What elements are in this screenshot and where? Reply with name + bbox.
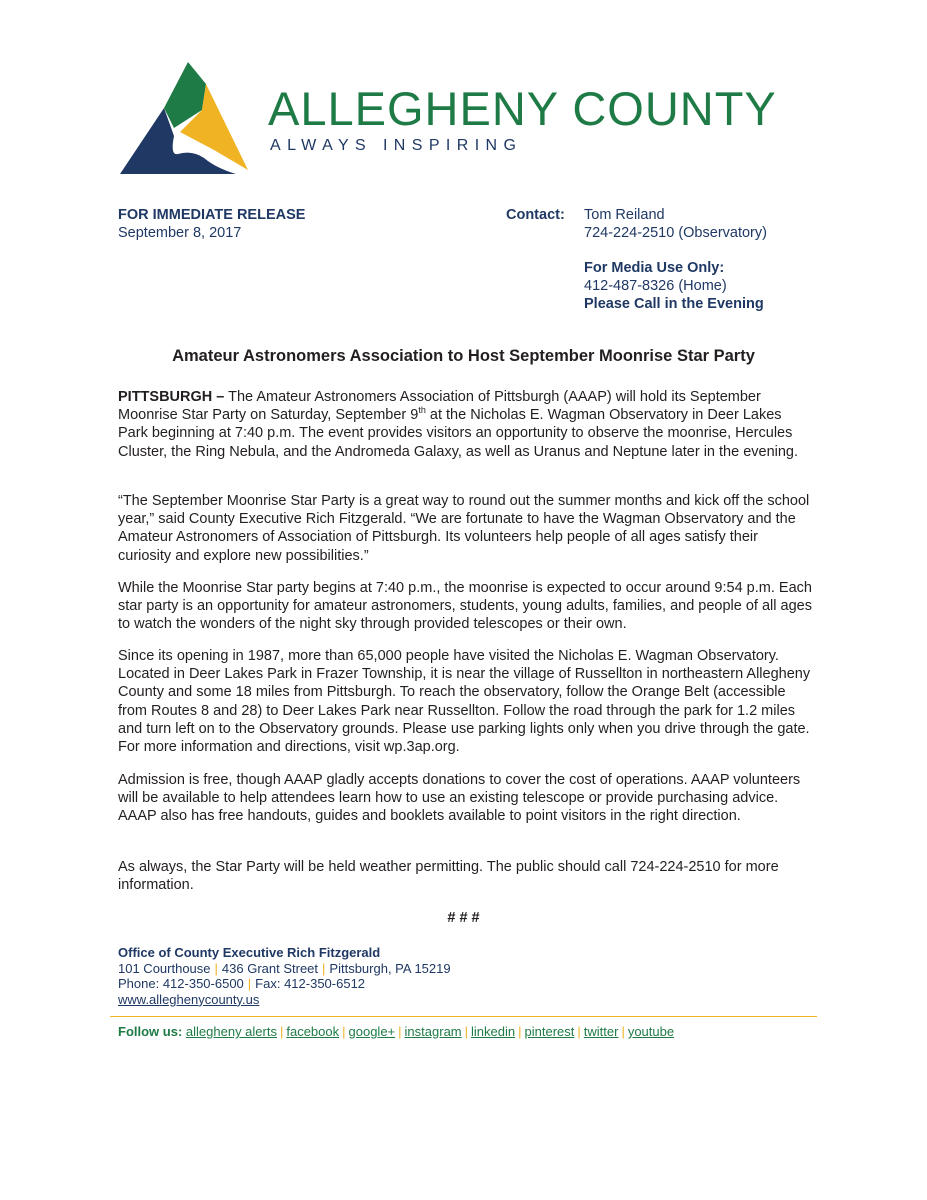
- website-link[interactable]: www.alleghenycounty.us: [118, 991, 260, 1007]
- paragraph-4-text: Since its opening in 1987, more than 65,000 people have visited the Nicholas E. Wagman Observatory. Located in Deer Lakes Park in Frazer Township, it is near the village of Russellton in northeastern Allegheny County and some 18 miles from Pittsburgh. To reach the observatory, follow the Orange Belt (accessible from Routes 8 and 28) to Deer Lakes Park near Russellton. Follow the road through the park for 1.2 miles and turn left on to the Observatory grounds. Please use parking lights only when you drive through the gate. For more information and directions, visit wp.3ap.org.: [118, 648, 811, 756]
- office-info: [118, 945, 451, 1007]
- end-separator: # # #: [447, 910, 480, 926]
- brand-name: ALLEGHENY COUNTY: [268, 82, 777, 135]
- paragraph-3-text: While the Moonrise Star party begins at 7:40 p.m., the moonrise is expected to occur around 9:54 p.m. Each star party is an opportunity for amateur astronomers, students, young adults, families, and people of all ages to watch the wonders of the night sky through provided telescopes or their own.: [118, 580, 812, 633]
- paragraph-1-text-b: at the Nicholas E. Wagman Observatory in Deer Lakes Park beginning at 7:40 p.m. The event provides visitors an opportunity to observe the moonrise, Hercules Cluster, the Ring Nebula, and the Andromeda Galaxy, as well as Uranus and Neptune later in the evening.: [118, 407, 799, 460]
- paragraph-6: [118, 858, 812, 894]
- social-links: [118, 1024, 674, 1040]
- paragraph-1-text-a: The Amateur Astronomers Association of Pittsburgh (AAAP) will hold its September Moonrise Star Party on Saturday, September 9: [118, 389, 761, 424]
- link-youtube[interactable]: youtube: [627, 1024, 675, 1039]
- divider: |: [322, 960, 326, 976]
- paragraph-1: [118, 388, 812, 461]
- divider: |: [518, 1024, 522, 1039]
- contact-name: Tom Reiland: [584, 207, 665, 223]
- paragraph-2: [118, 492, 812, 565]
- contact-label: Contact:: [506, 207, 565, 223]
- divider: |: [247, 976, 252, 992]
- contact-phone: 724-224-2510 (Observatory): [584, 225, 767, 241]
- office-title: Office of County Executive Rich Fitzgerald: [118, 945, 381, 960]
- link-twitter[interactable]: twitter: [583, 1024, 619, 1039]
- follow-label: Follow us:: [118, 1024, 183, 1039]
- contact-info: [584, 206, 767, 242]
- paragraph-5: [118, 771, 812, 826]
- divider: |: [279, 1024, 284, 1039]
- paragraph-5-text: Admission is free, though AAAP gladly accepts donations to cover the cost of operations. AAAP volunteers will be available to help attendees learn how to use an existing telescope or provide purchasing advice. AAAP also has free handouts, guides and booklets available to point visitors in the right direction.: [118, 772, 801, 825]
- paragraph-3: [118, 579, 812, 634]
- dateline: PITTSBURGH –: [118, 389, 225, 405]
- office-phone: Phone: 412-350-6500: [118, 976, 244, 992]
- address-line-1: 101 Courthouse: [118, 960, 211, 976]
- link-linkedin[interactable]: linkedin: [471, 1024, 516, 1039]
- headline: Amateur Astronomers Association to Host September Moonrise Star Party: [172, 347, 755, 365]
- address-line-3: Pittsburgh, PA 15219: [329, 960, 451, 976]
- media-contact: [584, 259, 764, 313]
- ordinal-suffix: th: [418, 405, 426, 416]
- office-fax: Fax: 412-350-6512: [255, 976, 366, 992]
- link-instagram[interactable]: instagram: [404, 1024, 462, 1039]
- divider: |: [621, 1024, 625, 1039]
- paragraph-6-text: As always, the Star Party will be held weather permitting. The public should call 724-224-2510 for more information.: [118, 859, 779, 894]
- release-label: FOR IMMEDIATE RELEASE: [118, 207, 306, 223]
- office-address: [118, 961, 451, 977]
- link-facebook[interactable]: facebook: [286, 1024, 340, 1039]
- divider: |: [464, 1024, 469, 1039]
- media-label: For Media Use Only:: [584, 260, 725, 276]
- triangle-logo-icon: [118, 58, 250, 176]
- divider: |: [577, 1024, 581, 1039]
- release-info: [118, 206, 305, 242]
- divider: |: [398, 1024, 402, 1039]
- paragraph-2-text: “The September Moonrise Star Party is a great way to round out the summer months and kick off the school year,” said County Executive Rich Fitzgerald. “We are fortunate to have the Wagman Observatory and the Amateur Astronomers of Association of Pittsburgh. Its volunteers help people of all ages satisfy their curiosity and explore new possibilities.”: [118, 493, 810, 564]
- link-pinterest[interactable]: pinterest: [524, 1024, 575, 1039]
- divider: |: [214, 960, 218, 976]
- address-line-2: 436 Grant Street: [221, 960, 319, 976]
- release-date: September 8, 2017: [118, 225, 242, 241]
- footer-divider: [110, 1016, 817, 1017]
- office-phones: [118, 976, 451, 992]
- divider: |: [342, 1024, 346, 1039]
- link-allegheny-alerts[interactable]: allegheny alerts: [185, 1024, 277, 1039]
- media-phone: 412-487-8326 (Home): [584, 278, 727, 294]
- brand-tagline: ALWAYS INSPIRING: [270, 137, 523, 154]
- link-google-plus[interactable]: google+: [348, 1024, 396, 1039]
- media-note: Please Call in the Evening: [584, 296, 764, 312]
- county-logo: [118, 58, 818, 188]
- paragraph-4: [118, 647, 812, 756]
